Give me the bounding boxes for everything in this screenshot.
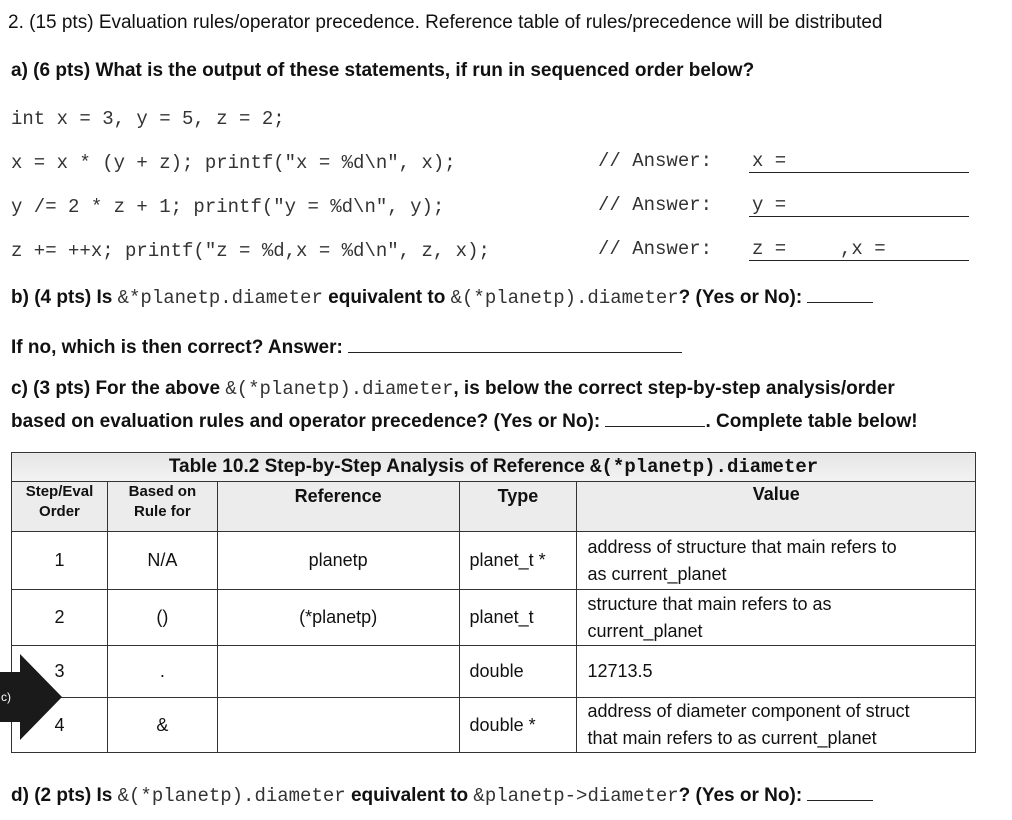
row-3-value: 12713.5 <box>577 646 976 698</box>
row-1-value-l2: as current_planet <box>587 563 727 584</box>
question-2-heading: 2. (15 pts) Evaluation rules/operator precedence. Reference table of rules/precedence will be distributed <box>8 12 883 33</box>
row-4-value-l2: that main refers to as current_planet <box>587 728 877 748</box>
part-c-answer-blank[interactable] <box>605 410 705 427</box>
row-2-rule: () <box>107 590 217 646</box>
answer-label-z: z = <box>752 238 787 260</box>
answer-blank-x[interactable] <box>749 172 969 173</box>
part-c-line-2 <box>11 410 918 433</box>
header-rule <box>107 482 217 532</box>
row-3-reference-blank[interactable] <box>217 646 459 698</box>
code-line-1: x = x * (y + z); printf("x = %d\n", x); <box>11 152 456 174</box>
row-2-step: 2 <box>12 590 108 646</box>
row-2-type: planet_t <box>459 590 577 646</box>
header-value: Value <box>577 482 976 532</box>
arrow-label: c) <box>1 690 11 704</box>
part-b-prefix: b) (4 pts) Is <box>11 287 113 308</box>
part-c-expr: &(*planetp).diameter <box>225 378 454 400</box>
row-1-value <box>577 532 976 590</box>
part-b-question <box>11 286 873 309</box>
row-2-value-l1: structure that main refers to as <box>587 593 832 614</box>
part-b-mid: equivalent to <box>328 287 446 308</box>
header-rule-l1: Based on <box>128 483 197 500</box>
table-caption-text: Table 10.2 Step-by-Step Analysis of Reference <box>168 456 585 477</box>
row-1-value-l1: address of structure that main refers to <box>587 536 897 557</box>
row-1-step: 1 <box>12 532 108 590</box>
part-c-line2-tail: . Complete table below! <box>705 411 918 432</box>
part-b-followup-text: If no, which is then correct? Answer: <box>11 337 343 358</box>
answer-label-y: y = <box>752 194 787 216</box>
part-d-prefix: d) (2 pts) Is <box>11 785 113 806</box>
code-init-line: int x = 3, y = 5, z = 2; <box>11 108 285 130</box>
part-b-suffix: ? (Yes or No): <box>678 287 803 308</box>
row-3-rule: . <box>107 646 217 698</box>
code-line-3: z += ++x; printf("z = %d,x = %d\n", z, x); <box>11 240 490 262</box>
part-d-answer-blank[interactable] <box>807 784 873 801</box>
answer-comment-2: // Answer: <box>598 194 713 216</box>
table-caption-code: &(*planetp).diameter <box>590 456 819 478</box>
table-row <box>12 590 976 646</box>
answer-comment-1: // Answer: <box>598 150 713 172</box>
code-line-2: y /= 2 * z + 1; printf("y = %d\n", y); <box>11 196 445 218</box>
row-3-type: double <box>459 646 577 698</box>
arrow-pointer-icon <box>0 654 64 740</box>
table-row <box>12 698 976 753</box>
answer-blank-zx[interactable] <box>749 260 969 261</box>
header-reference: Reference <box>217 482 459 532</box>
row-1-reference: planetp <box>217 532 459 590</box>
answer-comment-3: // Answer: <box>598 238 713 260</box>
row-1-rule: N/A <box>107 532 217 590</box>
row-2-reference: (*planetp) <box>217 590 459 646</box>
row-4-step: 4 <box>12 698 108 753</box>
part-c-line2-text: based on evaluation rules and operator precedence? (Yes or No): <box>11 411 601 432</box>
answer-blank-y[interactable] <box>749 216 969 217</box>
table-row <box>12 646 976 698</box>
part-d-mid: equivalent to <box>350 785 469 806</box>
header-step <box>12 482 108 532</box>
row-4-reference-blank[interactable] <box>217 698 459 753</box>
header-rule-l2: Rule for <box>134 503 191 520</box>
part-b-expr1: &*planetp.diameter <box>117 287 323 309</box>
part-b-answer-blank[interactable] <box>807 286 873 303</box>
part-b-expr2: &(*planetp).diameter <box>450 287 679 309</box>
part-c-suffix: , is below the correct step-by-step analysis/order <box>453 378 895 399</box>
answer-label-x: x = <box>752 150 787 172</box>
row-4-rule: & <box>107 698 217 753</box>
part-d-expr1: &(*planetp).diameter <box>117 785 346 807</box>
table-row <box>12 532 976 590</box>
header-step-l1: Step/Eval <box>25 483 94 500</box>
part-d-suffix: ? (Yes or No): <box>678 785 803 806</box>
header-type: Type <box>459 482 577 532</box>
row-3-step: 3 <box>12 646 108 698</box>
row-4-value-l1: address of diameter component of struct <box>587 701 910 721</box>
row-2-value-l2: current_planet <box>587 620 703 641</box>
part-c-line-1 <box>11 378 895 400</box>
part-a-question: a) (6 pts) What is the output of these statements, if run in sequenced order below? <box>11 60 755 81</box>
answer-label-x2: ,x = <box>840 238 886 260</box>
row-4-type: double * <box>459 698 577 753</box>
step-by-step-table <box>11 452 976 753</box>
row-1-type: planet_t * <box>459 532 577 590</box>
part-b-followup-blank[interactable] <box>348 336 682 353</box>
part-c-prefix: c) (3 pts) For the above <box>11 378 221 399</box>
table-caption <box>12 453 976 482</box>
row-2-value <box>577 590 976 646</box>
part-d-expr2: &planetp->diameter <box>473 785 679 807</box>
part-d-question <box>11 784 873 807</box>
row-4-value <box>577 698 976 753</box>
header-step-l2: Order <box>39 503 80 520</box>
part-b-followup <box>11 336 682 359</box>
